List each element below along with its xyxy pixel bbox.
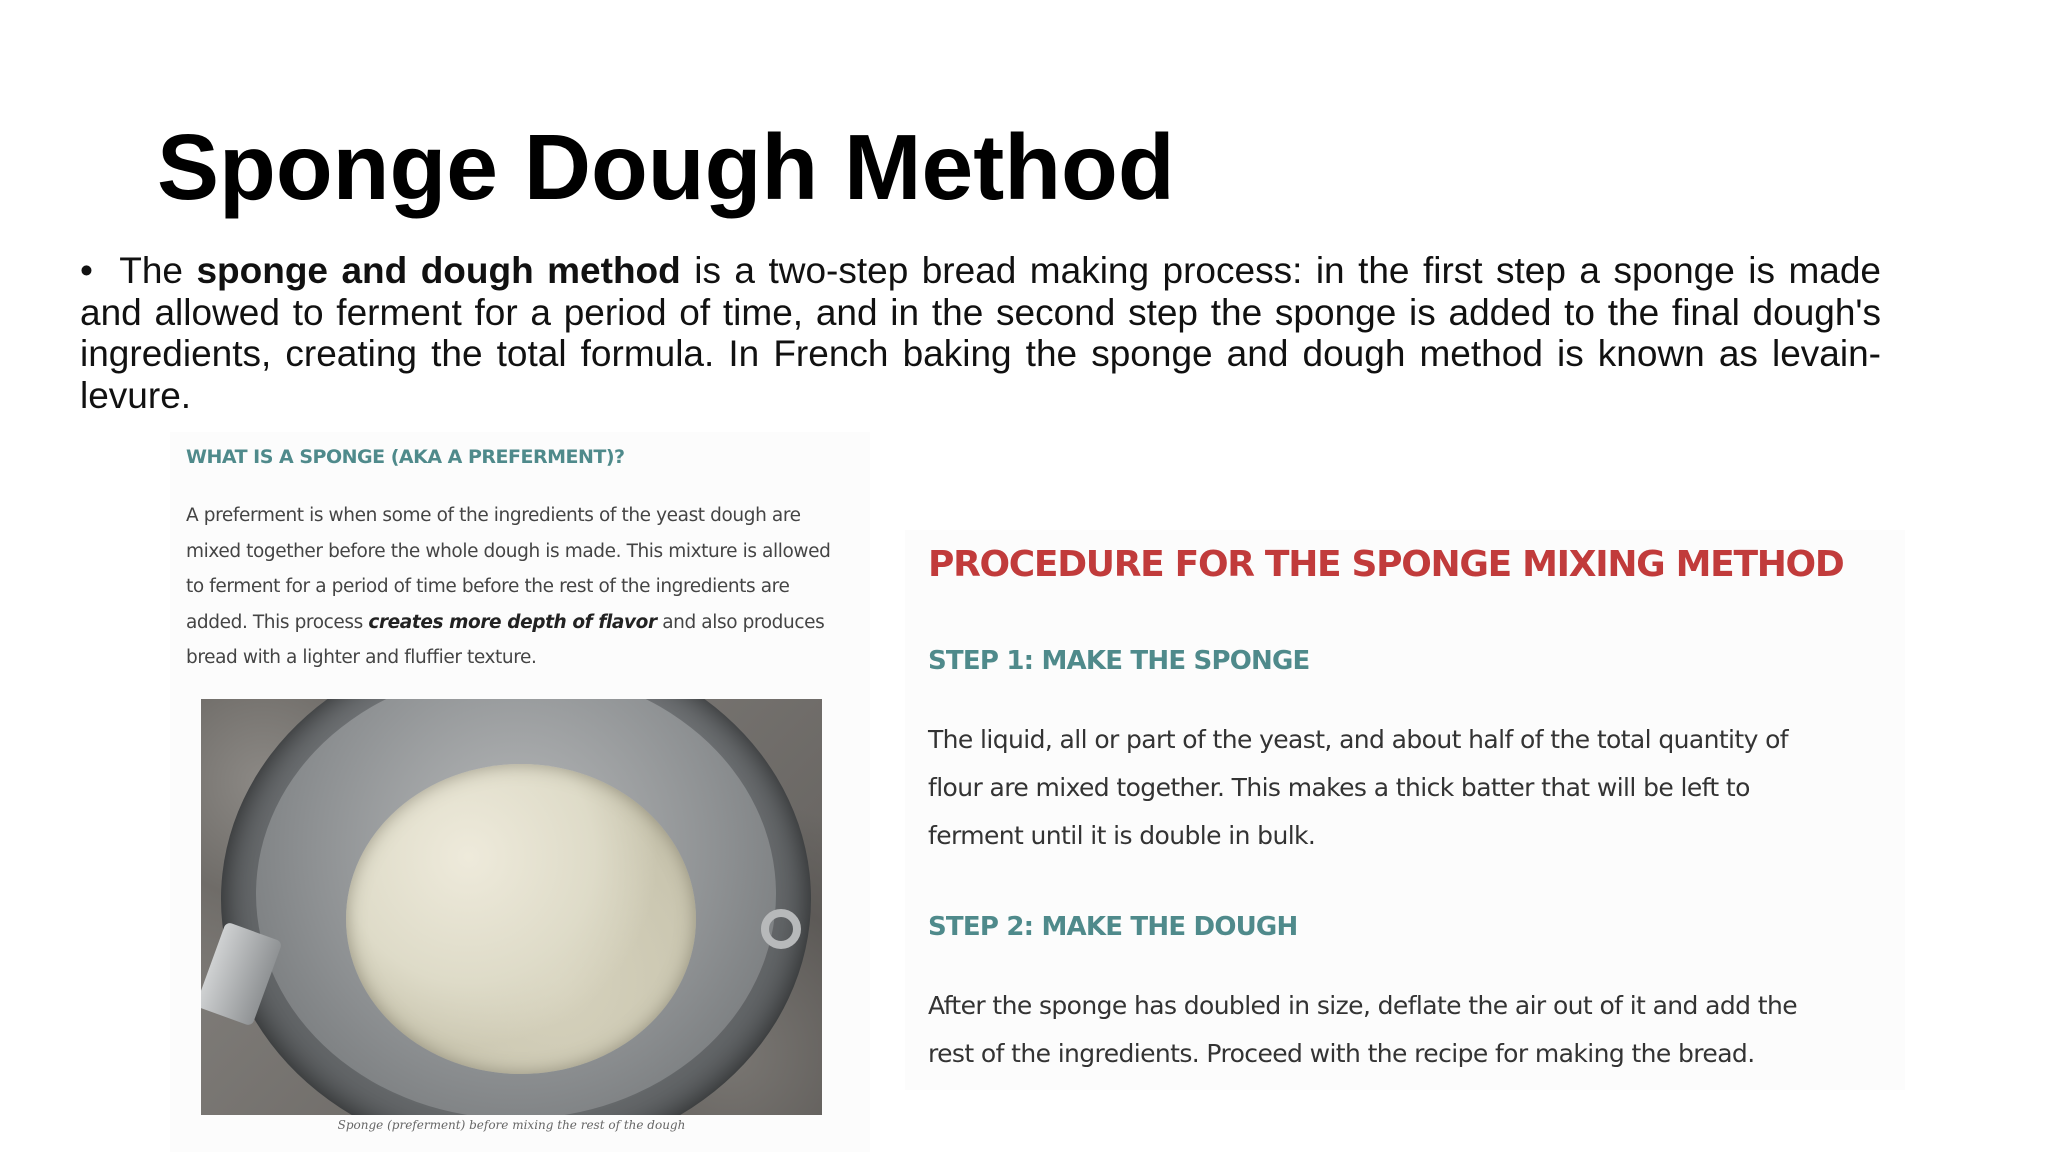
sponge-heading: WHAT IS A SPONGE (AKA A PREFERMENT)? [186,446,625,468]
procedure-heading: PROCEDURE FOR THE SPONGE MIXING METHOD [928,544,1844,585]
preferment-description [186,498,846,676]
sponge-photo [201,699,822,1115]
preferment-text-before: A preferment is when some of the ingredients of the yeast dough are mixed together before the whole dough is made. This mixture is allowed to ferment for a period of time before the rest of the ingredients are added. This process [186,505,831,633]
right-embedded-image [905,530,1905,1090]
step2-heading: STEP 2: MAKE THE DOUGH [928,912,1298,942]
bullet-rest: is a two-step bread making process: in the first step a sponge is made and allowed to ferment for a period of time, and in the second step the sponge is added to the final dough's ingredients, creating the total formula. In French baking the sponge and dough method is known as levain-levure. [80,250,1882,416]
bullet-marker: • [80,250,93,291]
step2-text: After the sponge has doubled in size, deflate the air out of it and add the rest of the ingredients. Proceed with the recipe for making the bread. [928,991,1798,1068]
preferment-emphasis: creates more depth of flavor [368,611,657,633]
sponge-batter [346,764,696,1074]
step1-heading: STEP 1: MAKE THE SPONGE [928,646,1310,676]
slide-title: Sponge Dough Method [157,115,1175,219]
photo-caption: Sponge (preferment) before mixing the rest of the dough [337,1118,686,1132]
preferment-text-after: and also produces bread with a lighter and fluffier texture. [186,611,825,668]
bullet-bold-term: sponge and dough method [196,250,681,291]
step1-text: The liquid, all or part of the yeast, and about half of the total quantity of flour are mixed together. This makes a thick batter that will be left to ferment until it is double in bulk. [928,725,1789,850]
bullet-paragraph [80,250,1881,416]
pot-ring [761,909,801,949]
bullet-lead: The [119,250,183,291]
left-embedded-image [170,432,870,1152]
